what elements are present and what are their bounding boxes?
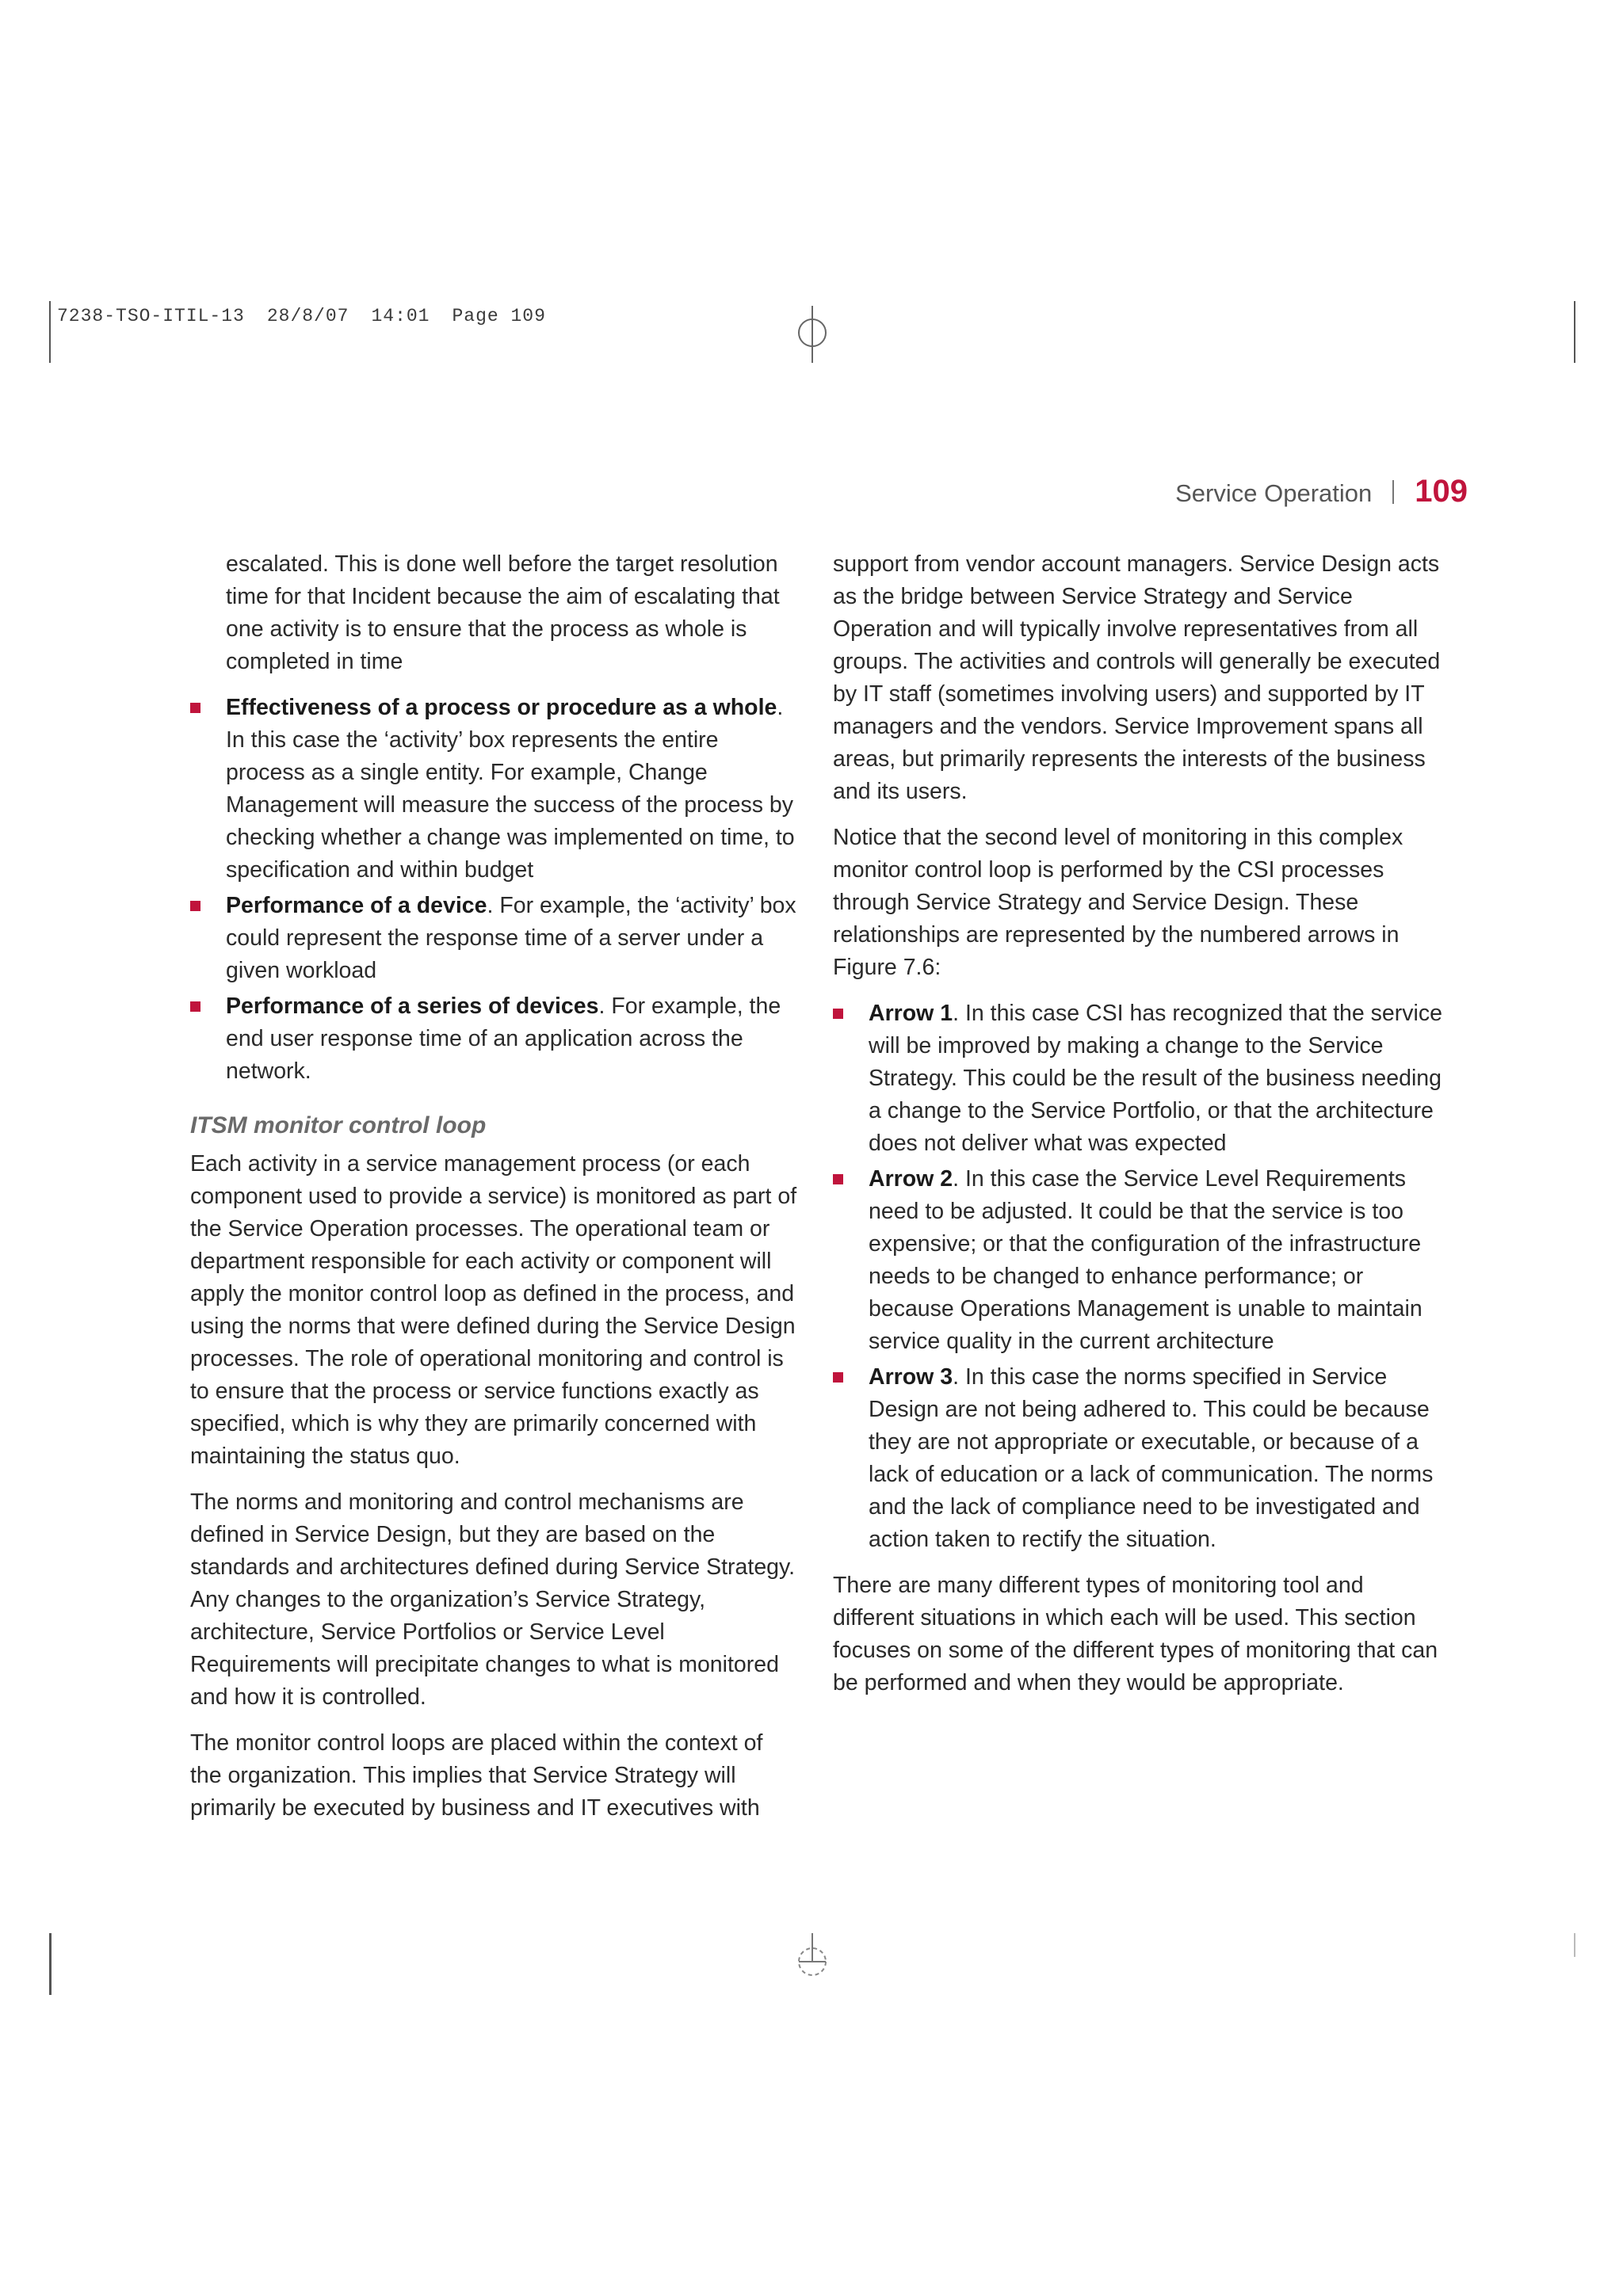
bullet-lead: Arrow 3 — [869, 1364, 953, 1390]
bullet-square-icon — [190, 703, 200, 713]
page-number: 109 — [1415, 474, 1468, 509]
bullet-text: . In this case CSI has recognized that the service will be improved by making a change to the Service Strategy. This could be the result of the business needing a change to the Service Portfolio, or that the architecture does not deliver what was expected — [869, 1001, 1442, 1156]
slug-job: 7238-TSO-ITIL-13 — [57, 306, 245, 326]
bullet-item — [190, 692, 799, 887]
print-slug — [57, 306, 568, 326]
body-paragraph: The norms and monitoring and control mechanisms are defined in Service Design, but they are based on the standards and architectures defined during Service Strategy. Any changes to the organization’s Service Strategy, architecture, Service Portfolios or Service Level Requirements will precipitate changes to what is monitored and how it is controlled. — [190, 1489, 796, 1710]
closing-paragraph: There are many different types of monitoring tool and different situations in which each will be used. This section focuses on some of the different types of monitoring that can be performed and when they would be appropriate. — [833, 1573, 1438, 1695]
bullet-list-arrows — [833, 997, 1443, 1556]
bullet-square-icon — [833, 1009, 843, 1019]
bullet-item — [190, 990, 799, 1088]
running-head — [1175, 474, 1468, 509]
registration-mark-top-icon — [792, 301, 832, 364]
body-paragraph: The monitor control loops are placed within the context of the organization. This implies that Service Strategy will primarily be executed by business and IT executives with — [190, 1730, 763, 1821]
crop-mark-bottom-right — [1574, 1933, 1575, 1957]
bullet-item — [190, 890, 799, 987]
crop-mark-top-left — [49, 301, 51, 363]
slug-time: 14:01 — [371, 306, 430, 326]
continuation-paragraph: support from vendor account managers. Service Design acts as the bridge between Service Strategy and Service Operation and will typically involve representatives from all groups. The activities and controls will generally be executed by IT staff (sometimes involving users) and supported by IT managers and the vendors. Service Improvement spans all areas, but primarily represents the interests of the business and its users. — [833, 551, 1441, 804]
bullet-text: . In this case the norms specified in Service Design are not being adhered to. This could be because they are not appropriate or executable, or because of a lack of education or a lack of communication. The norms and the lack of compliance need to be investigated and action taken to rectify the situation. — [869, 1364, 1434, 1552]
bullet-lead: Performance of a series of devices — [226, 994, 599, 1019]
bullet-text: . In this case the Service Level Requirements need to be adjusted. It could be that the service is too expensive; or that the configuration of the infrastructure needs to be changed to enhance performance; or because Operations Management is unable to maintain service quality in the current architecture — [869, 1166, 1423, 1354]
crop-mark-top-right — [1574, 301, 1575, 363]
bullet-lead: Arrow 2 — [869, 1166, 953, 1192]
bullet-text: . In this case the ‘activity’ box represents the entire process as a single entity. For example, Change Management will measure the success of the process by checking whether a change was implemented on time, to specification and within budget — [226, 695, 795, 883]
bullet-text: . For example, the end user response time of an application across the network. — [226, 994, 781, 1084]
running-head-divider — [1392, 480, 1394, 504]
bullet-square-icon — [190, 901, 200, 911]
running-head-title: Service Operation — [1175, 479, 1373, 507]
crop-mark-bottom-left — [49, 1933, 52, 1995]
slug-page: Page 109 — [452, 306, 546, 326]
right-column — [833, 548, 1443, 1713]
bullet-item — [833, 1163, 1443, 1358]
slug-date: 28/8/07 — [266, 306, 349, 326]
continuation-paragraph: escalated. This is done well before the target resolution time for that Incident because the aim of escalating that one activity is to ensure that the process as whole is completed in time — [226, 551, 780, 674]
bullet-item — [833, 1361, 1443, 1556]
bullet-square-icon — [833, 1372, 843, 1383]
registration-mark-bottom-icon — [792, 1930, 832, 1985]
bullet-lead: Arrow 1 — [869, 1001, 953, 1026]
section-heading: ITSM monitor control loop — [190, 1112, 487, 1138]
bullet-square-icon — [190, 1001, 200, 1012]
bullet-lead: Effectiveness of a process or procedure as a whole — [226, 695, 777, 720]
bullet-lead: Performance of a device — [226, 893, 487, 918]
left-column — [190, 548, 799, 1838]
bullet-list-measures — [190, 692, 799, 1088]
intro-paragraph: Notice that the second level of monitoring in this complex monitor control loop is performed by the CSI processes through Service Strategy and Service Design. These relationships are represented by the numbered arrows in Figure 7.6: — [833, 825, 1403, 980]
body-paragraph: Each activity in a service management process (or each component used to provide a service) is monitored as part of the Service Operation processes. The operational team or department responsible for each activity or component will apply the monitor control loop as defined in the process, and using the norms that were defined during the Service Design processes. The role of operational monitoring and control is to ensure that the process or service functions exactly as specified, which is why they are primarily concerned with maintaining the status quo. — [190, 1151, 797, 1469]
bullet-square-icon — [833, 1174, 843, 1184]
bullet-text: . For example, the ‘activity’ box could represent the response time of a server under a given workload — [226, 893, 796, 983]
bullet-item — [833, 997, 1443, 1160]
